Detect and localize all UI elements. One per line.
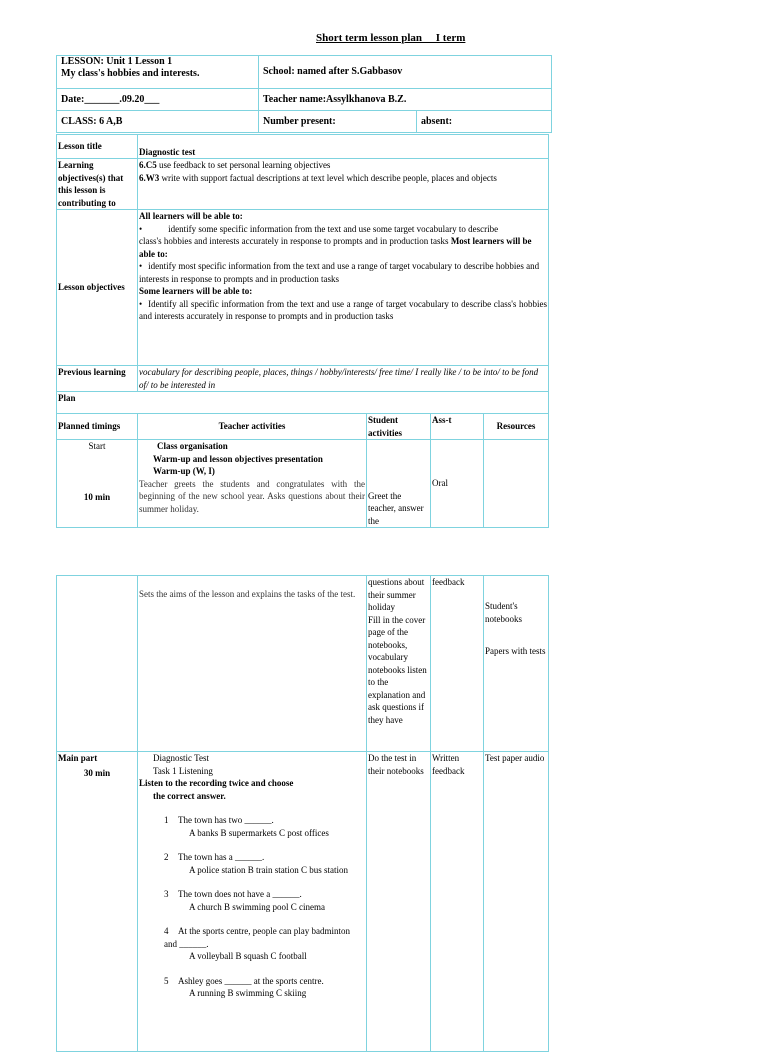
lesson-info-table	[56, 55, 552, 133]
warmup-mode: Warm-up (W, I)	[153, 466, 215, 476]
absent-count: absent:	[417, 111, 552, 133]
most-learners-heading: Most learners will be able to:	[139, 236, 532, 259]
lesson-title-label: Lesson title	[57, 135, 138, 159]
lesson-unit: LESSON: Unit 1 Lesson 1	[61, 56, 173, 67]
col-resources: Resources	[484, 414, 549, 440]
plan-label: Plan	[57, 392, 549, 414]
start-assessment: Oral	[431, 440, 484, 528]
resource-test-papers: Papers with tests	[485, 646, 546, 656]
lesson-plan-table	[56, 134, 549, 528]
resource-notebooks: Student's notebooks	[485, 601, 522, 624]
all-learners-text-2: class's hobbies and interests accurately in response to prompts and in production tasks Most learners will be able to:	[139, 236, 532, 259]
question-options: A volleyball B squash C football	[189, 951, 307, 961]
main-stage-cell	[57, 752, 138, 1052]
lesson-title-value: Diagnostic test	[138, 135, 549, 159]
question-options: A running B swimming C skiing	[189, 988, 307, 998]
number-present: Number present:	[259, 111, 417, 133]
learning-objectives-label: Learning objectives(s) that this lesson is contributing to	[57, 159, 138, 210]
main-teacher-activities	[138, 752, 367, 1052]
some-learners-heading: Some learners will be able to:	[139, 286, 253, 296]
main-student-activities: Do the test in their notebooks	[367, 752, 431, 1052]
warmup-heading: Warm-up and lesson objectives presentation	[153, 453, 323, 464]
start-student-activities: Greet the teacher, answer the	[367, 440, 431, 528]
some-learners-text: • Identify all specific information from the text and use a range of target vocabulary to describe class's hobbies and interests accurately in response to prompts and in production tasks	[139, 298, 547, 323]
col-assessment: Ass-t	[431, 414, 484, 440]
objective-text: write with support factual descriptions at text level which describe people, places and objects	[159, 172, 497, 183]
task-title: Task 1 Listening	[153, 765, 213, 776]
page-title: Short term lesson plan I term	[316, 32, 466, 44]
continuation-stage	[57, 576, 138, 752]
main-resources: Test paper audio	[484, 752, 549, 1052]
col-planned-timings: Planned timings	[57, 414, 138, 440]
start-resources	[484, 440, 549, 528]
question-item: 2 The town has a ______. A police station B train station C bus station	[164, 851, 365, 876]
continuation-resources	[484, 576, 549, 752]
continuation-teacher-text: Sets the aims of the lesson and explains the tasks of the test.	[138, 576, 367, 752]
main-stage: Main part	[58, 753, 98, 763]
question-options: A church B swimming pool C cinema	[189, 901, 325, 912]
previous-learning-label: Previous learning	[57, 366, 138, 392]
teacher-name: Teacher name:Assylkhanova B.Z.	[259, 89, 552, 111]
start-teacher-activities	[138, 440, 367, 528]
lesson-plan-table-continued	[56, 575, 549, 1052]
test-title: Diagnostic Test	[153, 753, 209, 763]
instruction-line-2: the correct answer.	[153, 790, 226, 801]
question-options: A police station B train station C bus station	[189, 864, 348, 875]
main-assessment: Written feedback	[431, 752, 484, 1052]
school-name: School: named after S.Gabbasov	[259, 56, 552, 89]
lesson-cell	[57, 56, 259, 89]
most-learners-text: • identify most specific information from the text and use a range of target vocabulary to describe hobbies and interests in response to prompts and in production tasks	[139, 260, 547, 285]
start-teacher-text: Teacher greets the students and congratulates with the beginning of the new school year. Asks questions about their summer holiday.	[139, 478, 365, 514]
question-item: 1 The town has two ______. A banks B supermarkets C post offices	[164, 814, 365, 839]
class-name: CLASS: 6 A,B	[57, 111, 259, 133]
objective-code: 6.W3	[139, 172, 160, 183]
col-student-activities: Student activities	[367, 414, 431, 440]
continuation-assessment: feedback	[431, 576, 484, 752]
lesson-objectives-label: Lesson objectives	[57, 210, 138, 366]
start-stage-cell	[57, 440, 138, 528]
objective-code: 6.C5	[139, 160, 157, 170]
main-time: 30 min	[83, 767, 111, 778]
class-organisation-heading: Class organisation	[157, 441, 228, 451]
start-time: 10 min	[83, 491, 111, 502]
col-teacher-activities: Teacher activities	[138, 414, 367, 440]
question-options: A banks B supermarkets C post offices	[189, 827, 329, 838]
continuation-student-text: questions about their summer holiday Fill in the cover page of the notebooks, vocabulary notebooks listen to the explanation and ask questions if they have	[367, 576, 431, 752]
previous-learning-value: vocabulary for describing people, places, things / hobby/interests/ free time/ I really like / to be into/ to be fond of/ to be interested in	[138, 366, 549, 392]
question-item: 4 At the sports centre, people can play badminton and ______. A volleyball B squash C football	[164, 925, 365, 963]
all-learners-text: • identify some specific information from the text and use some target vocabulary to describe	[139, 223, 547, 236]
question-item: 5 Ashley goes ______ at the sports centre. A running B swimming C skiing	[164, 975, 365, 1000]
start-stage: Start	[88, 441, 106, 451]
lesson-date: Date:_______.09.20___	[57, 89, 259, 111]
learning-objectives	[138, 159, 549, 210]
instruction-line-1: Listen to the recording twice and choose	[139, 778, 294, 788]
question-item: 3 The town does not have a ______. A church B swimming pool C cinema	[164, 888, 365, 913]
all-learners-heading: All learners will be able to:	[139, 211, 243, 221]
objective-text: use feedback to set personal learning objectives	[156, 160, 331, 170]
lesson-objectives	[138, 210, 549, 366]
lesson-topic: My class's hobbies and interests.	[61, 68, 200, 79]
